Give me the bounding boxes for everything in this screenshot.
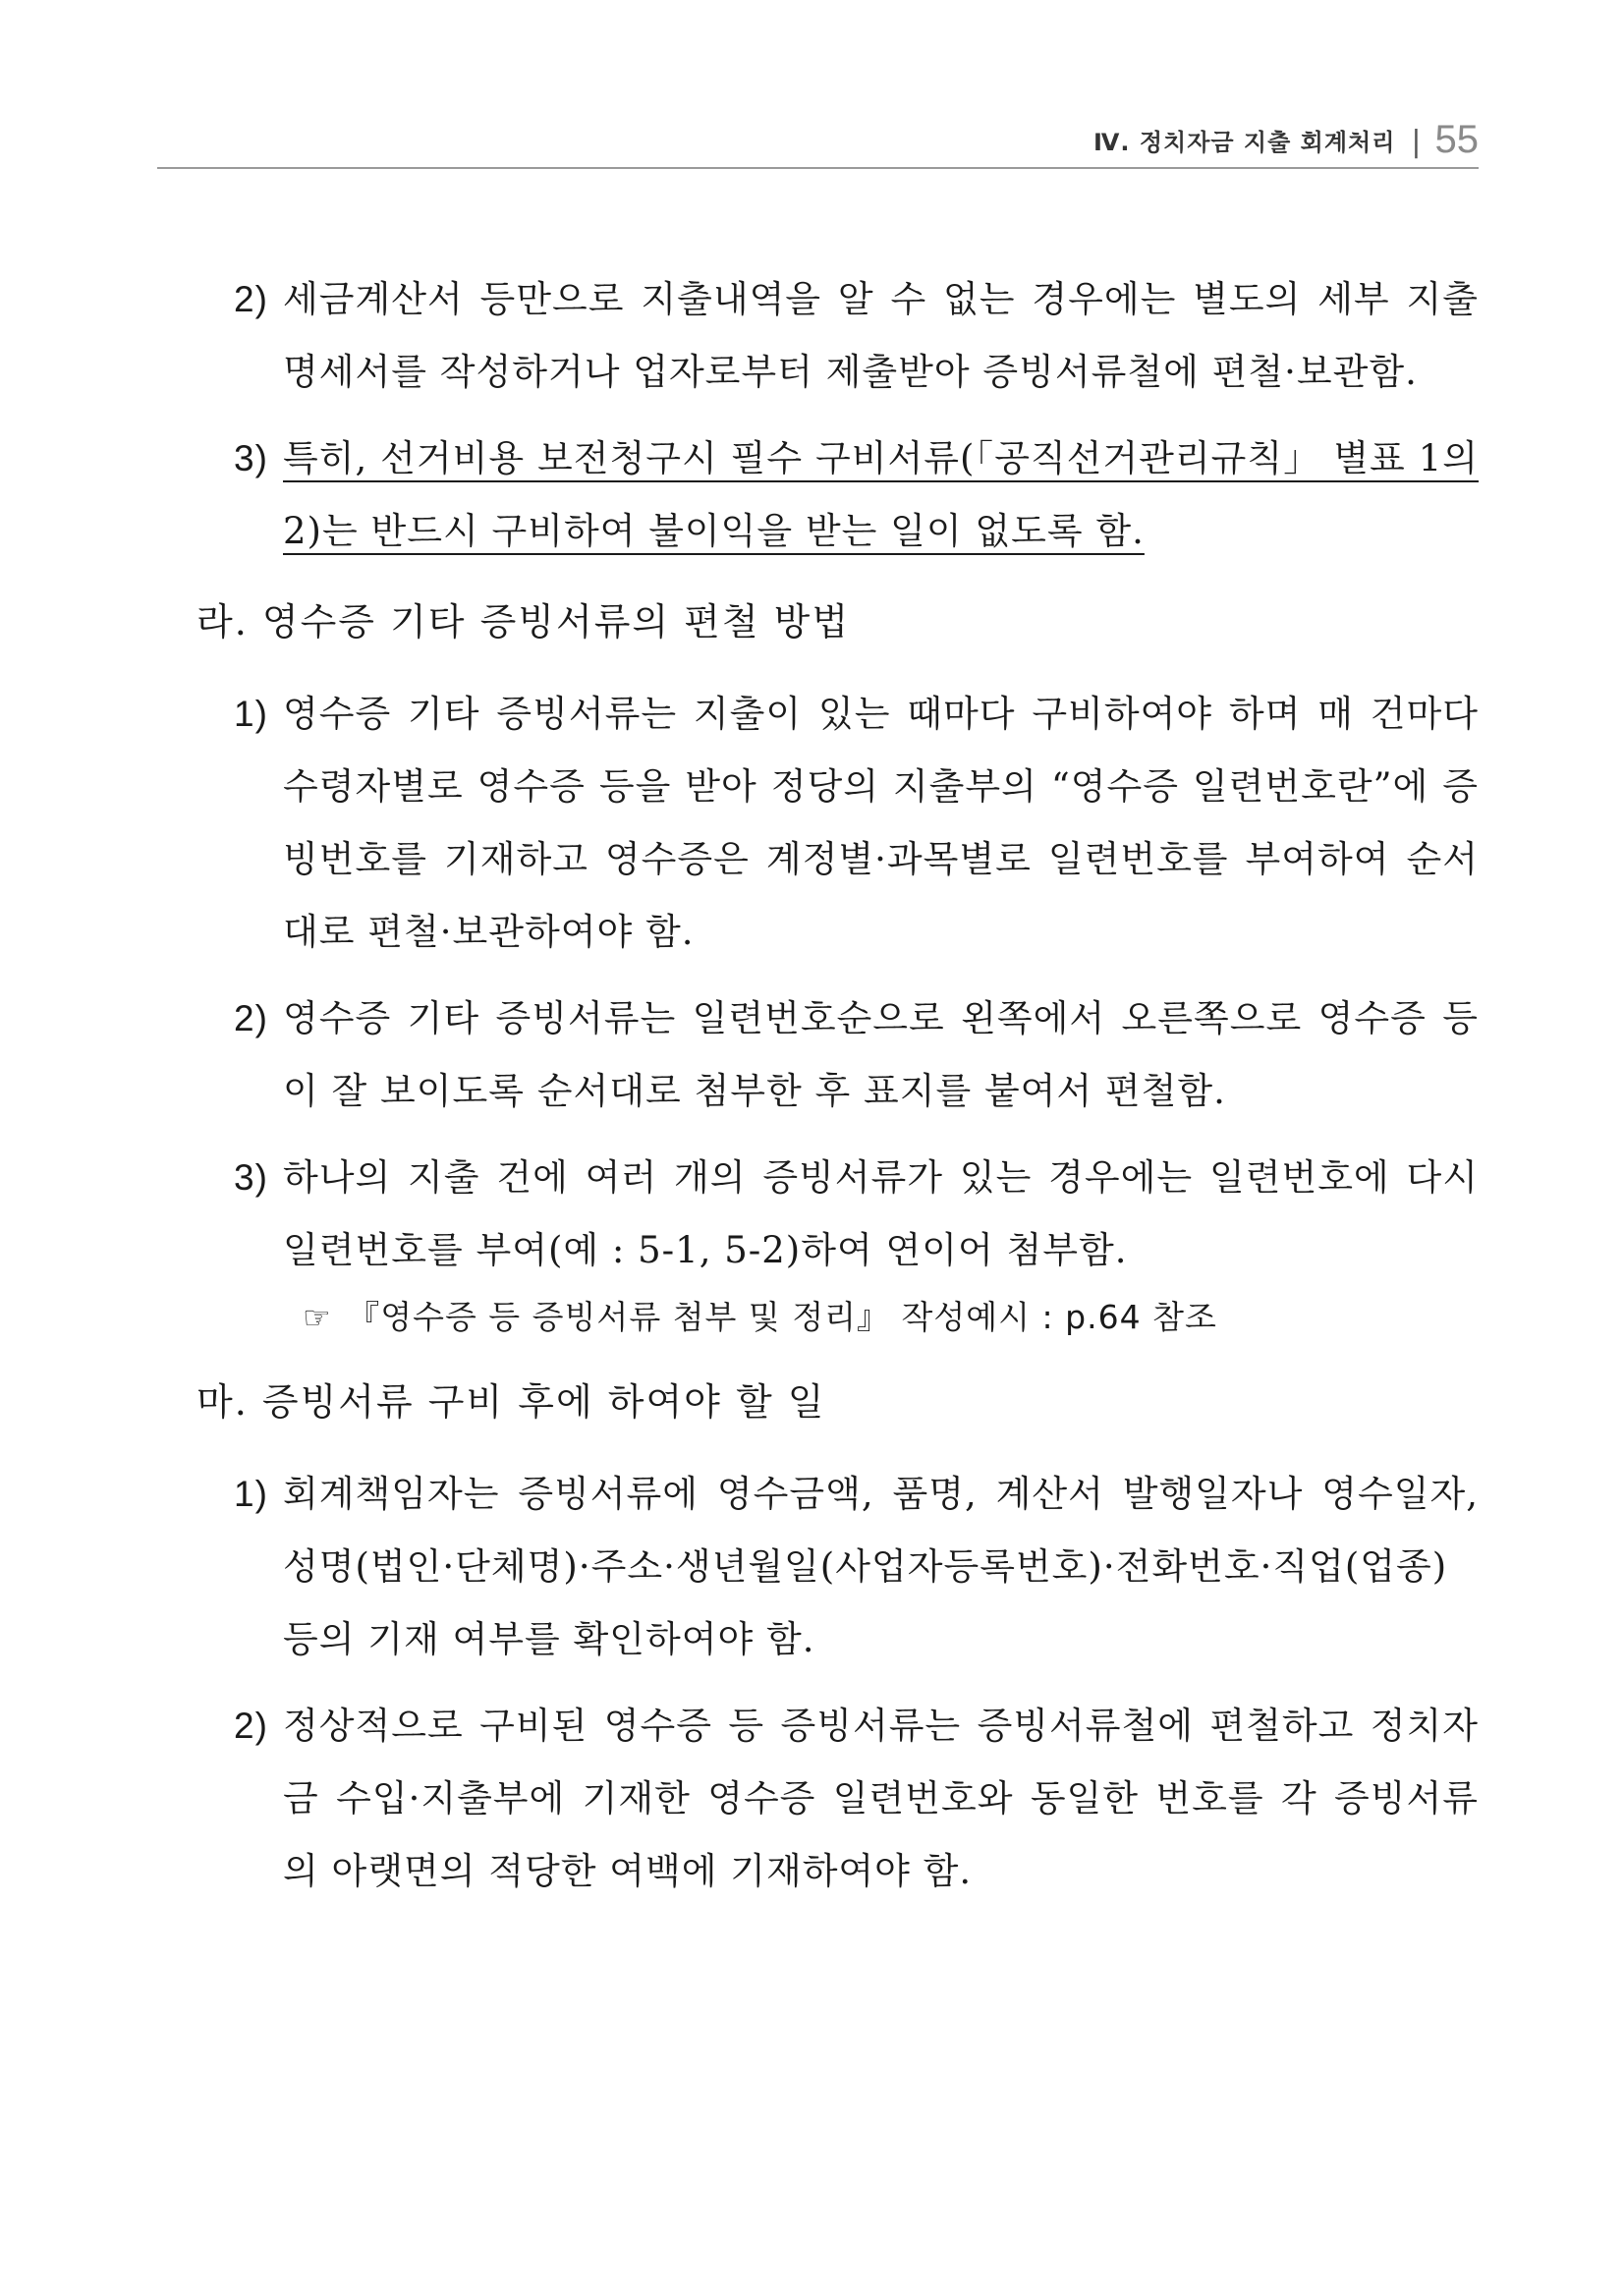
header-inner bbox=[1093, 120, 1479, 159]
reference-note-text: 『영수증 등 증빙서류 첨부 및 정리』 작성예시 : p.64 참조 bbox=[347, 1298, 1217, 1336]
item-number: 1) bbox=[234, 1474, 268, 1514]
item-text: 영수증 기타 증빙서류는 지출이 있는 때마다 구비하여야 하며 매 건마다 수령자별로 영수증 등을 받아 정당의 지출부의 “영수증 일련번호란”에 증빙번호를 기재하고 영수증은 계정별·과목별로 일련번호를 부여하여 순서대로 편철·보관하여야 함. bbox=[283, 693, 1479, 953]
pointing-hand-icon: ☞ bbox=[303, 1299, 332, 1336]
item-text: 정상적으로 구비된 영수증 등 증빙서류는 증빙서류철에 편철하고 정치자금 수입·지출부에 기재한 영수증 일련번호와 동일한 번호를 각 증빙서류의 아랫면의 적당한 여백에 기재하여야 함. bbox=[283, 1705, 1479, 1892]
item-text: 영수증 기타 증빙서류는 일련번호순으로 왼쪽에서 오른쪽으로 영수증 등이 잘 보이도록 순서대로 첨부한 후 표지를 붙여서 편철함. bbox=[283, 997, 1479, 1112]
page-number: 55 bbox=[1434, 118, 1479, 161]
chapter-title: Ⅳ. 정치자금 지출 회계처리 bbox=[1093, 129, 1396, 156]
list-item bbox=[196, 263, 1479, 409]
page-header bbox=[157, 116, 1479, 169]
item-number: 3) bbox=[234, 1157, 268, 1198]
item-number: 2) bbox=[234, 279, 268, 319]
item-number: 2) bbox=[234, 1706, 268, 1746]
item-text-underlined: 특히, 선거비용 보전청구시 필수 구비서류(「공직선거관리규칙」 별표 1의2)는 반드시 구비하여 불이익을 받는 일이 없도록 함. bbox=[283, 437, 1479, 552]
item-text: 회계책임자는 증빙서류에 영수금액, 품명, 계산서 발행일자나 영수일자, 성명(법인·단체명)·주소·생년월일(사업자등록번호)·전화번호·직업(업종) 등의 기재 여부를 확인하여야 함. bbox=[283, 1473, 1479, 1660]
header-separator: | bbox=[1411, 125, 1422, 159]
item-number: 3) bbox=[234, 438, 268, 478]
document-body bbox=[196, 263, 1479, 1922]
list-item bbox=[196, 1458, 1479, 1676]
section-heading: 마. 증빙서류 구비 후에 하여야 할 일 bbox=[196, 1380, 826, 1424]
list-item bbox=[196, 1690, 1479, 1908]
list-item-underlined bbox=[196, 422, 1479, 568]
reference-note bbox=[196, 1289, 1479, 1346]
item-text: 세금계산서 등만으로 지출내역을 알 수 없는 경우에는 별도의 세부 지출 명세서를 작성하거나 업자로부터 제출받아 증빙서류철에 편철·보관함. bbox=[283, 278, 1479, 393]
item-number: 2) bbox=[234, 998, 268, 1038]
list-item bbox=[196, 982, 1479, 1128]
item-number: 1) bbox=[234, 694, 268, 734]
list-item bbox=[196, 1142, 1479, 1287]
list-item bbox=[196, 678, 1479, 969]
section-heading: 라. 영수증 기타 증빙서류의 편철 방법 bbox=[196, 600, 851, 644]
item-text: 하나의 지출 건에 여러 개의 증빙서류가 있는 경우에는 일련번호에 다시 일련번호를 부여(예 : 5-1, 5-2)하여 연이어 첨부함. bbox=[283, 1156, 1479, 1271]
